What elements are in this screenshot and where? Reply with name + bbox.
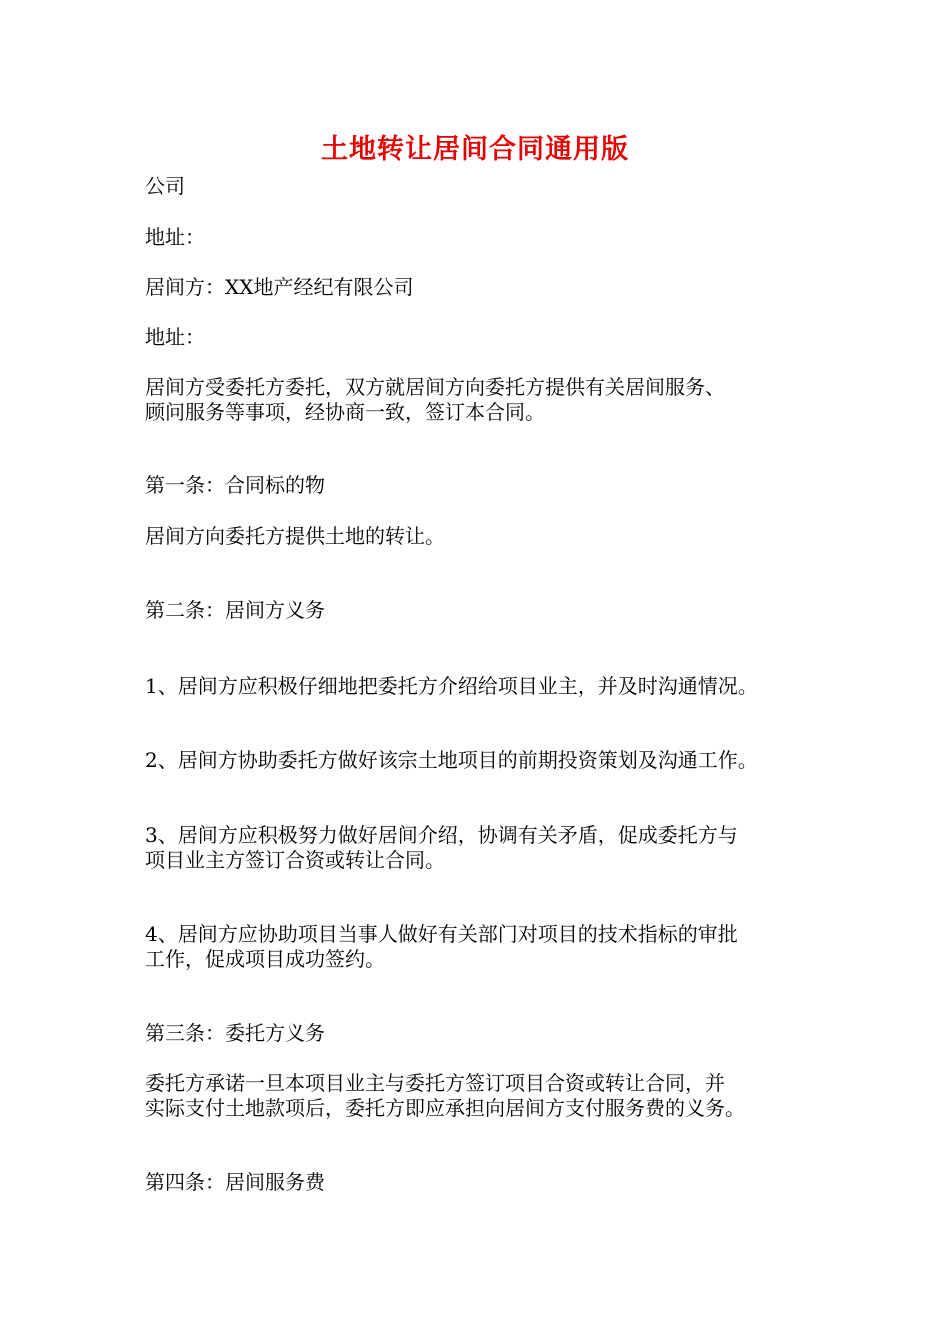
- party-address: 地址：: [145, 225, 205, 249]
- article-3-body: [145, 1071, 825, 1121]
- broker-name: 居间方：XX地产经纪有限公司: [145, 275, 414, 299]
- article-2-item-4: [145, 922, 825, 972]
- body-line: 实际支付土地款项后，委托方即应承担向居间方支付服务费的义务。: [145, 1096, 745, 1120]
- article-1-heading: 第一条：合同标的物: [145, 473, 325, 497]
- intro-line: 顾问服务等事项，经协商一致，签订本合同。: [145, 400, 545, 424]
- item-line: 4、居间方应协助项目当事人做好有关部门对项目的技术指标的审批: [145, 922, 738, 946]
- article-3-heading: 第三条：委托方义务: [145, 1021, 325, 1045]
- article-2-item-1: 1、居间方应积极仔细地把委托方介绍给项目业主，并及时沟通情况。: [145, 674, 758, 698]
- article-2-item-3: [145, 823, 825, 873]
- article-2-item-2: 2、居间方协助委托方做好该宗土地项目的前期投资策划及沟通工作。: [145, 748, 758, 772]
- item-line: 工作，促成项目成功签约。: [145, 947, 385, 971]
- article-1-body: 居间方向委托方提供土地的转让。: [145, 524, 445, 548]
- document-title: 土地转让居间合同通用版: [321, 134, 629, 165]
- article-2-heading: 第二条：居间方义务: [145, 598, 325, 622]
- party-company: 公司: [145, 174, 185, 198]
- body-line: 委托方承诺一旦本项目业主与委托方签订项目合资或转让合同，并: [145, 1071, 725, 1095]
- intro-line: 居间方受委托方委托，双方就居间方向委托方提供有关居间服务、: [145, 375, 725, 399]
- item-line: 项目业主方签订合资或转让合同。: [145, 848, 445, 872]
- article-4-heading: 第四条：居间服务费: [145, 1170, 325, 1194]
- broker-address: 地址：: [145, 325, 205, 349]
- intro-paragraph: [145, 375, 825, 425]
- item-line: 3、居间方应积极努力做好居间介绍，协调有关矛盾，促成委托方与: [145, 823, 738, 847]
